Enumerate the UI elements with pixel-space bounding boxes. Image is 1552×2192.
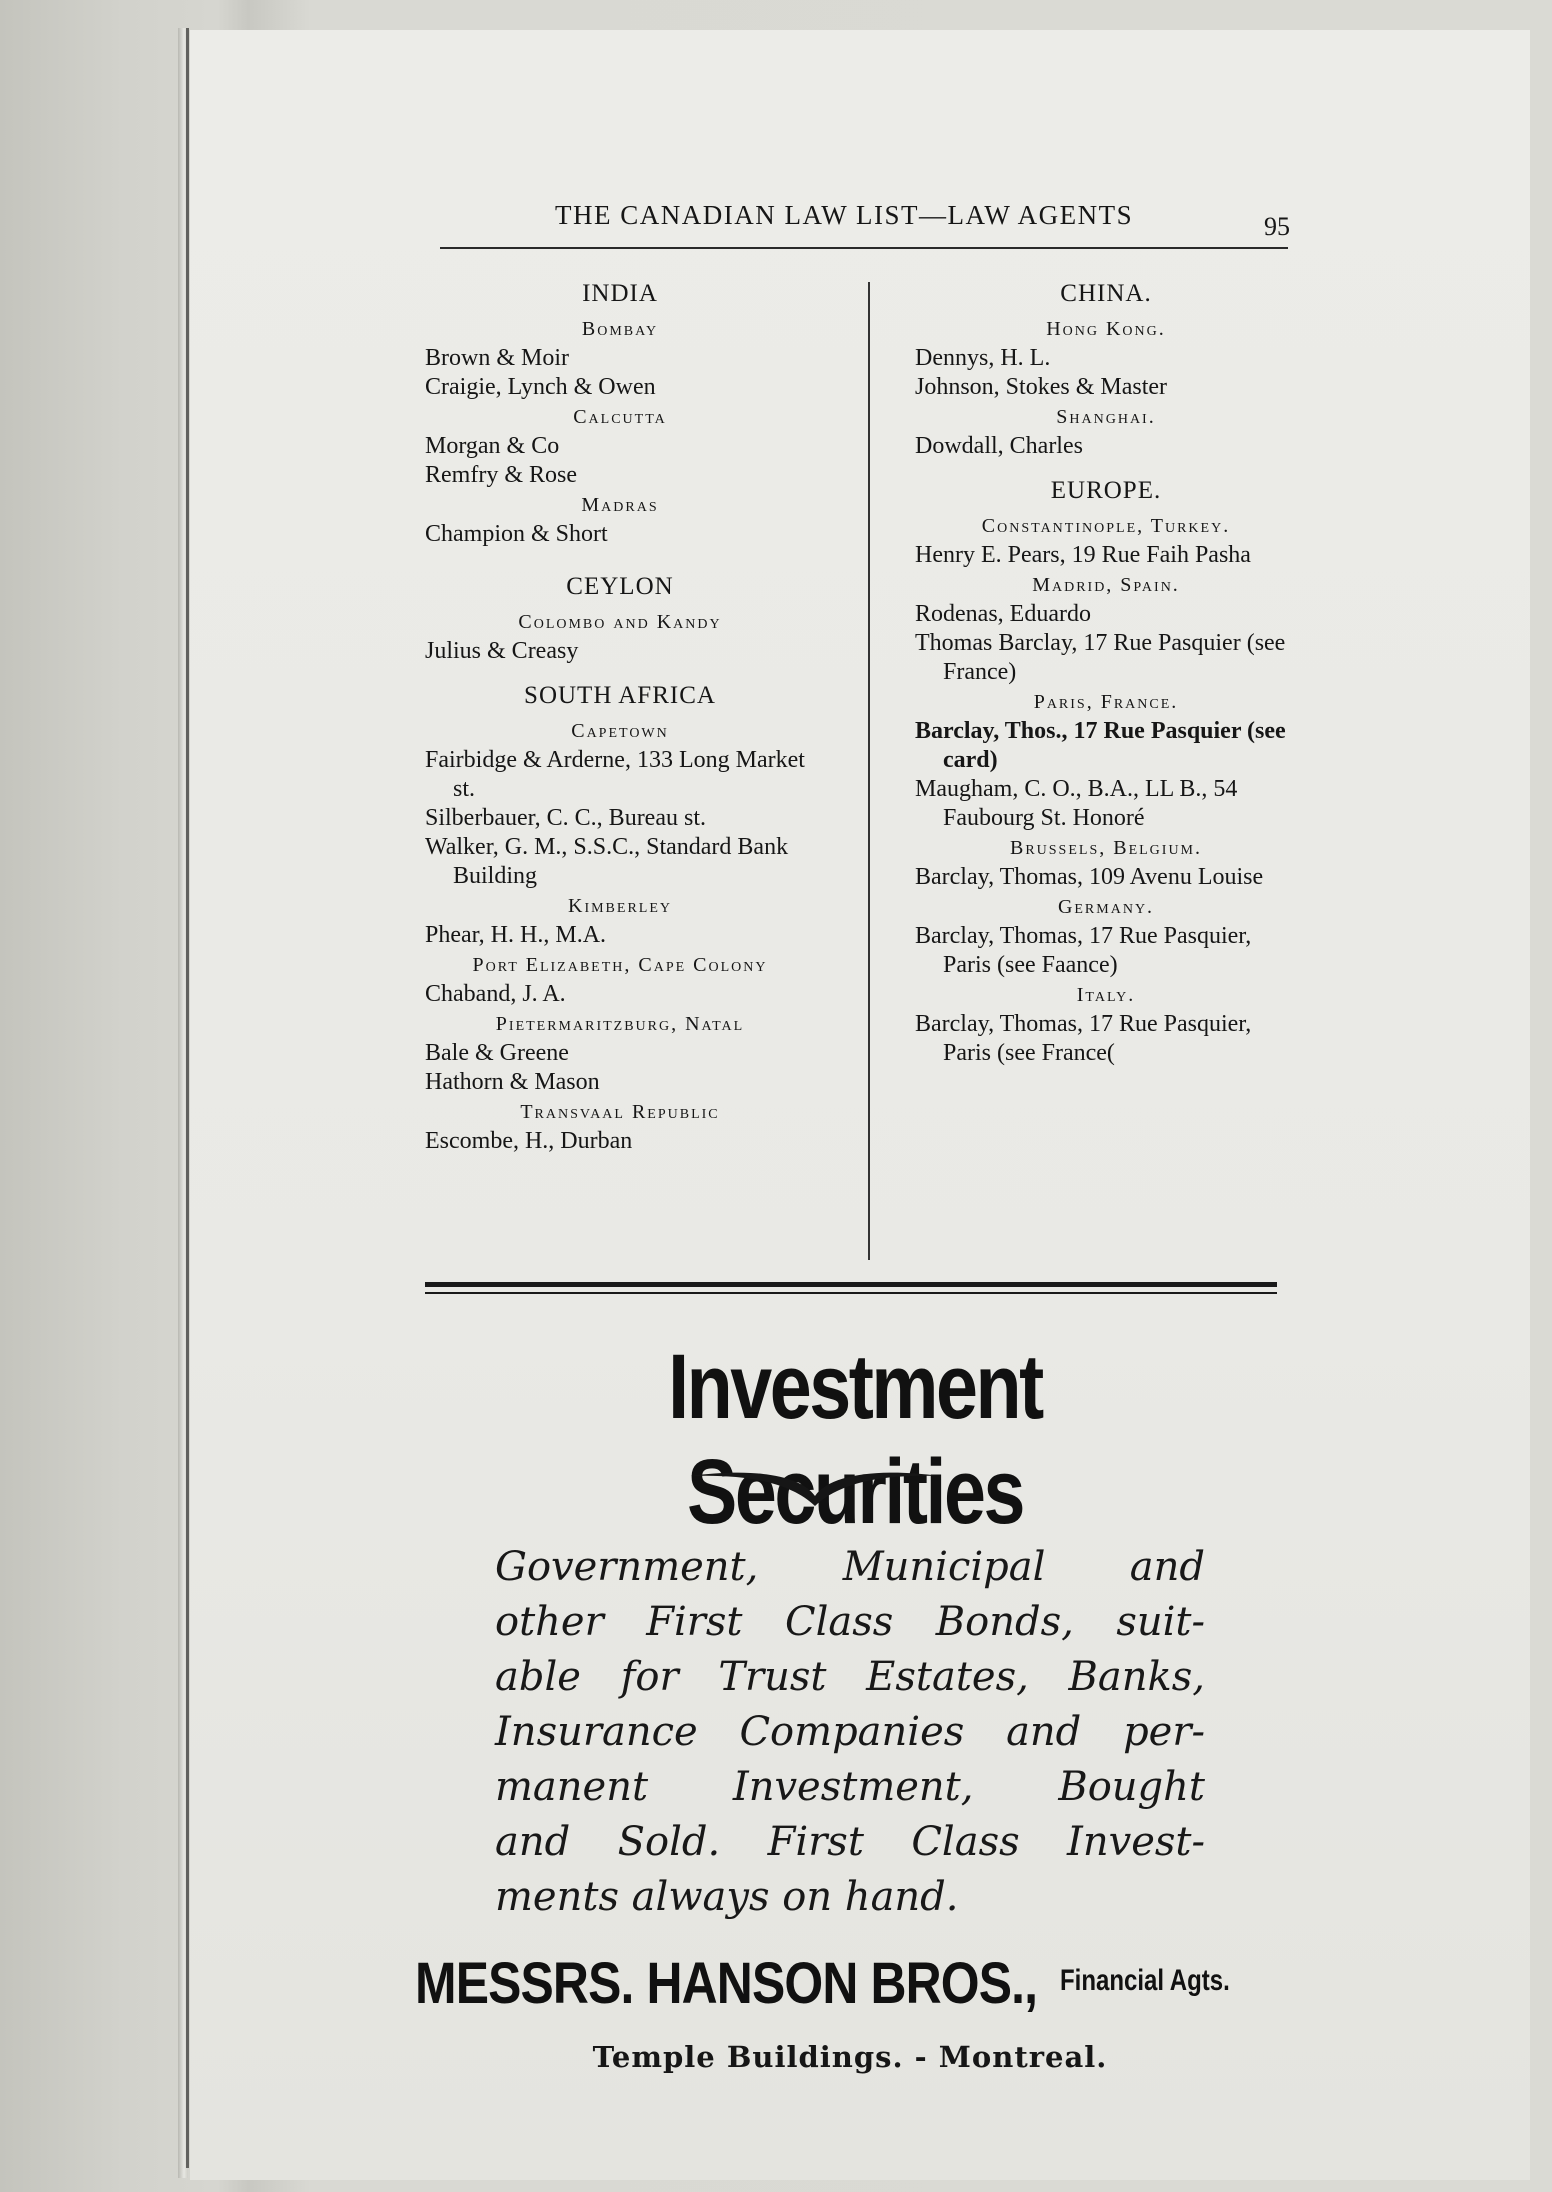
agent-entry: Barclay, Thos., 17 Rue Pasquier (see card): [915, 718, 1286, 773]
city-heading: Colombo and Kandy: [518, 611, 722, 633]
agent-entry: Julius & Creasy: [425, 638, 579, 664]
ad-body-line: other First Class Bonds, suit-: [495, 1599, 1205, 1645]
column-divider: [868, 282, 870, 1260]
spacer: [425, 666, 815, 680]
ad-body-line: able for Trust Estates, Banks,: [495, 1654, 1205, 1700]
city-heading: Pietermaritzburg, Natal: [495, 1013, 745, 1035]
city-heading: Capetown: [571, 720, 669, 742]
firm-line: [415, 1950, 1295, 2017]
city-heading: Germany.: [1057, 896, 1155, 918]
agent-entry: Johnson, Stokes & Master: [915, 374, 1167, 400]
ad-body-text: [495, 1540, 1205, 1925]
agent-entry: Dennys, H. L.: [915, 345, 1051, 371]
city-heading: Madrid, Spain.: [1032, 574, 1180, 596]
spacer: [915, 461, 1297, 475]
city-heading: Paris, France.: [1033, 691, 1179, 713]
city-heading: Hong Kong.: [1046, 318, 1166, 340]
section-heading: CHINA.: [1060, 280, 1152, 307]
running-header: [440, 200, 1290, 250]
ad-body-line: manent Investment, Bought: [495, 1764, 1205, 1810]
page-number: 95: [1264, 212, 1290, 241]
city-heading: Port Elizabeth, Cape Colony: [472, 954, 768, 976]
spacer: [425, 549, 815, 571]
agent-entry: Maugham, C. O., B.A., LL B., 54 Faubourg St. Honoré: [915, 776, 1238, 831]
firm-role: Financial Agts.: [1060, 1964, 1230, 1997]
agent-entry: Rodenas, Eduardo: [915, 601, 1091, 627]
city-heading: Kimberley: [568, 895, 672, 917]
section-heading: CEYLON: [566, 573, 674, 600]
ad-heading: Investment Securities: [668, 1336, 1042, 1543]
agent-entry: Hathorn & Mason: [425, 1069, 600, 1095]
agent-entry: Champion & Short: [425, 521, 608, 547]
city-heading: Bombay: [581, 318, 659, 340]
agent-entry: Barclay, Thomas, 17 Rue Pasquier, Paris (see France(: [915, 1011, 1252, 1066]
ad-body-line: and Sold. First Class Invest-: [495, 1819, 1205, 1865]
left-column: [425, 278, 815, 1156]
ad-body-line: Insurance Companies and per-: [495, 1709, 1205, 1755]
firm-name: MESSRS. HANSON BROS.,: [415, 1951, 1038, 2016]
city-heading: Brussels, Belgium.: [1009, 837, 1203, 859]
agent-entry: Chaband, J. A.: [425, 981, 566, 1007]
agent-entry: Craigie, Lynch & Owen: [425, 374, 656, 400]
city-heading: Italy.: [1076, 984, 1136, 1006]
ornament-swash: [690, 1468, 940, 1508]
gutter-shadow-line: [186, 28, 189, 2168]
city-heading: Madras: [581, 494, 659, 516]
agent-entry: Barclay, Thomas, 17 Rue Pasquier, Paris (see Faance): [915, 923, 1252, 978]
agent-entry: Walker, G. M., S.S.C., Standard Bank Building: [425, 834, 789, 889]
law-agents-listing: [425, 278, 1295, 1258]
agent-entry: Henry E. Pears, 19 Rue Faih Pasha: [915, 542, 1251, 568]
ad-top-rule-thin: [425, 1292, 1277, 1294]
agent-entry: Fairbidge & Arderne, 133 Long Market st.: [425, 747, 805, 802]
running-title: THE CANADIAN LAW LIST—LAW AGENTS: [555, 200, 1134, 230]
agent-entry: Escombe, H., Durban: [425, 1128, 633, 1154]
section-heading: INDIA: [582, 280, 658, 307]
city-heading: Constantinople, Turkey.: [981, 515, 1231, 537]
agent-entry: Bale & Greene: [425, 1040, 569, 1066]
firm-address: Temple Buildings. - Montreal.: [592, 2040, 1108, 2074]
section-heading: EUROPE.: [1050, 477, 1162, 504]
agent-entry: Barclay, Thomas, 109 Avenu Louise: [915, 864, 1264, 890]
city-heading: Calcutta: [573, 406, 667, 428]
agent-entry: Dowdall, Charles: [915, 433, 1083, 459]
ad-body-line: Government, Municipal and: [495, 1544, 1205, 1590]
ad-body-line: ments always on hand.: [495, 1874, 959, 1920]
agent-entry: Brown & Moir: [425, 345, 569, 371]
agent-entry: Remfry & Rose: [425, 462, 577, 488]
ad-top-rule-thick: [425, 1282, 1277, 1287]
agent-entry: Thomas Barclay, 17 Rue Pasquier (see France): [915, 630, 1286, 685]
city-heading: Transvaal Republic: [520, 1101, 720, 1123]
header-rule: [440, 247, 1288, 249]
agent-entry: Phear, H. H., M.A.: [425, 922, 607, 948]
agent-entry: Silberbauer, C. C., Bureau st.: [425, 805, 706, 831]
right-column: [915, 278, 1297, 1068]
section-heading: SOUTH AFRICA: [524, 682, 716, 709]
city-heading: Shanghai.: [1056, 406, 1156, 428]
agent-entry: Morgan & Co: [425, 433, 560, 459]
